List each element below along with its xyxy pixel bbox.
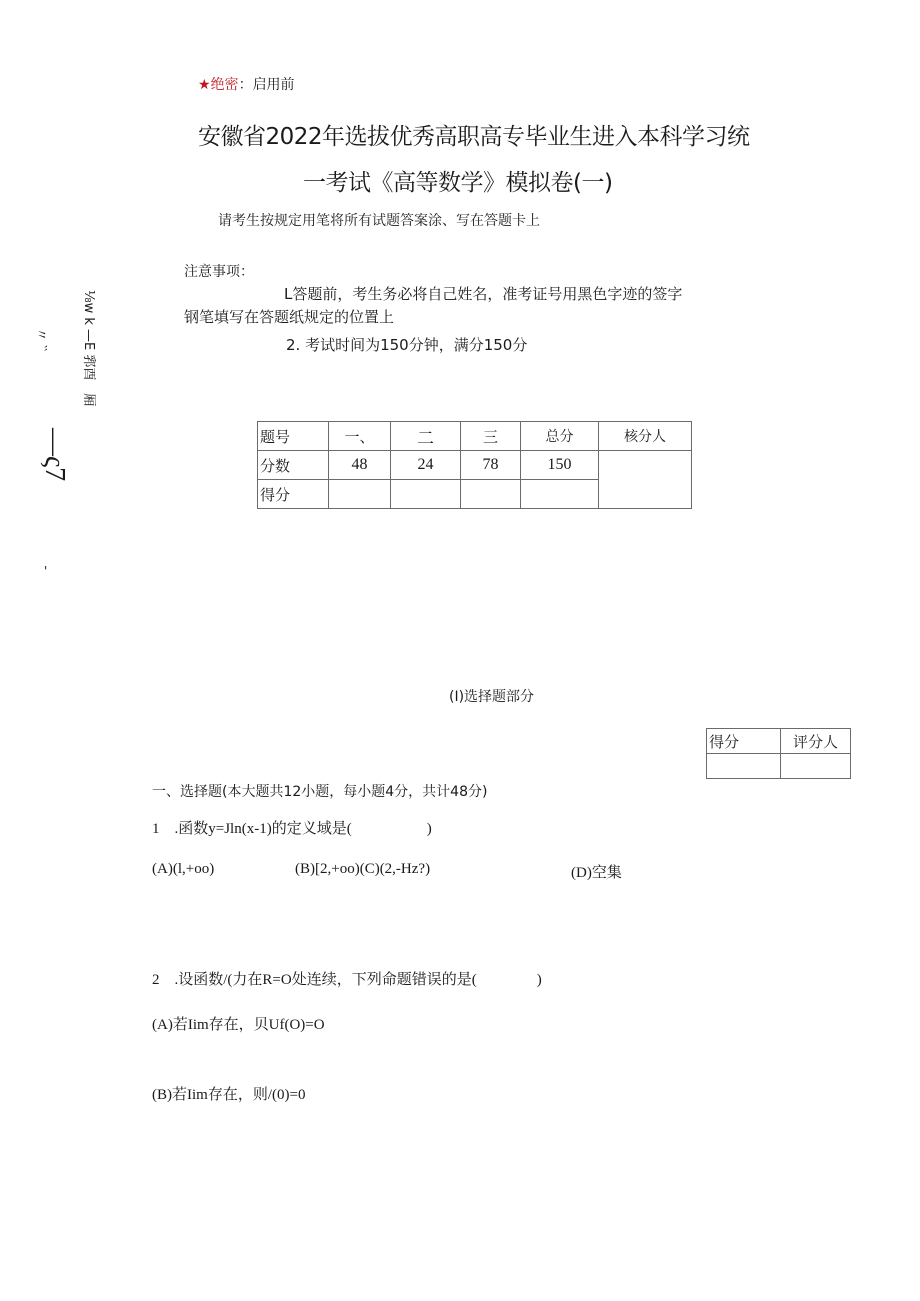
exam-title-line1: 安徽省2022年选拔优秀高职高专毕业生进入本科学习统 <box>198 124 750 150</box>
secret-sep: ： <box>238 77 253 93</box>
table-cell <box>391 480 461 509</box>
table-header-cell: 二 <box>391 422 461 451</box>
score-table <box>257 421 692 509</box>
note-item2: 2. 考试时间为150分钟，满分150分 <box>286 336 528 354</box>
table-cell: 150 <box>521 451 599 480</box>
table-cell: 48 <box>329 451 391 480</box>
table-cell: 78 <box>461 451 521 480</box>
note-item1-line2: 钢笔填写在答题纸规定的位置上 <box>184 308 395 326</box>
verifier-cell <box>599 451 692 509</box>
question-2-option-b: (B)若Iim存在，则/(0)=0 <box>152 1087 306 1103</box>
table-row <box>258 422 692 451</box>
table-header-cell: 题号 <box>258 422 329 451</box>
note-item1-line1: L答题前，考生务必将自己姓名，准考证号用黑色字迹的签字 <box>284 285 683 303</box>
side-mark: —ς7 <box>39 428 70 482</box>
side-text-line1: ⅛w k —E 郛酉 厢 <box>81 290 96 407</box>
question-1-option-d: (D)空集 <box>571 865 622 881</box>
table-cell <box>707 754 781 779</box>
table-header-cell: 三 <box>461 422 521 451</box>
table-cell <box>521 480 599 509</box>
question-1-stem: 1 .函数y=Jln(x-1)的定义域是( ) <box>152 821 432 837</box>
table-cell: 24 <box>391 451 461 480</box>
table-header-cell: 评分人 <box>781 729 851 754</box>
table-header-cell: 核分人 <box>599 422 692 451</box>
side-text-line2: 〃 ‵‵ <box>33 328 48 352</box>
table-cell: 分数 <box>258 451 329 480</box>
part1-heading: 一、选择题(本大题共12小题，每小题4分，共计48分) <box>152 784 488 800</box>
secret-label: 绝密 <box>210 77 239 93</box>
question-2-option-a: (A)若Iim存在，贝Uf(O)=O <box>152 1017 325 1033</box>
question-1-option-bc: (B)[2,+oo)(C)(2,-Hz?) <box>295 861 431 877</box>
exam-title-line2: 一考试《高等数学》模拟卷(一) <box>303 170 613 196</box>
notes-heading: 注意事项： <box>184 264 254 280</box>
side-dot: ' <box>44 564 48 578</box>
table-row <box>258 451 692 480</box>
table-cell <box>329 480 391 509</box>
table-cell <box>781 754 851 779</box>
table-row <box>707 729 851 754</box>
table-cell: 得分 <box>258 480 329 509</box>
table-header-cell: 一、 <box>329 422 391 451</box>
table-header-cell: 得分 <box>707 729 781 754</box>
table-cell <box>461 480 521 509</box>
star-icon: ★ <box>198 77 211 93</box>
question-2-stem: 2 .设函数/(力在R=O处连续，下列命题错误的是( ) <box>152 972 542 988</box>
question-1-option-a: (A)(l,+oo) <box>152 861 215 877</box>
confidentiality-line <box>198 74 295 94</box>
section-title: (I)选择题部分 <box>449 689 535 705</box>
instruction-text: 请考生按规定用笔将所有试题答案涂、写在答题卡上 <box>218 213 540 229</box>
grade-box <box>706 728 851 779</box>
table-header-cell: 总分 <box>521 422 599 451</box>
secret-status: 启用前 <box>252 77 295 93</box>
table-row <box>707 754 851 779</box>
